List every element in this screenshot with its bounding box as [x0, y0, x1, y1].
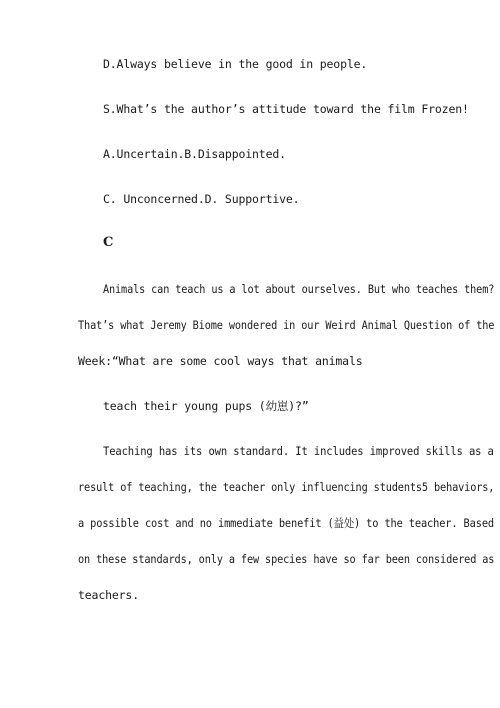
paragraph-2-line-3: a possible cost and no immediate benefit (益处) to the teacher. Based [78, 516, 494, 530]
question-line: S.What’s the author’s attitude toward the film Frozen! [103, 102, 469, 116]
paragraph-1-line-1: Animals can teach us a lot about ourselves. But who teaches them? [103, 282, 495, 296]
section-heading: C [103, 235, 114, 250]
options-c-d-line: C. Unconcerned.D. Supportive. [103, 192, 300, 206]
paragraph-1-line-4: teach their young pups (幼崽)?” [103, 399, 309, 413]
paragraph-2-line-4: on these standards, only a few species have so far been considered as [78, 552, 495, 566]
paragraph-1-line-2: That’s what Jeremy Biome wondered in our Weird Animal Question of the [78, 318, 495, 332]
option-d-line: D.Always believe in the good in people. [103, 57, 368, 71]
paragraph-2-line-2: result of teaching, the teacher only influencing students5 behaviors, [78, 480, 495, 494]
options-a-b-line: A.Uncertain.B.Disappointed. [103, 147, 286, 161]
paragraph-2-line-1: Teaching has its own standard. It includes improved skills as a [103, 444, 494, 458]
paragraph-1-line-3: Week:“What are some cool ways that animals [78, 354, 363, 368]
paragraph-2-line-5: teachers. [78, 588, 139, 602]
